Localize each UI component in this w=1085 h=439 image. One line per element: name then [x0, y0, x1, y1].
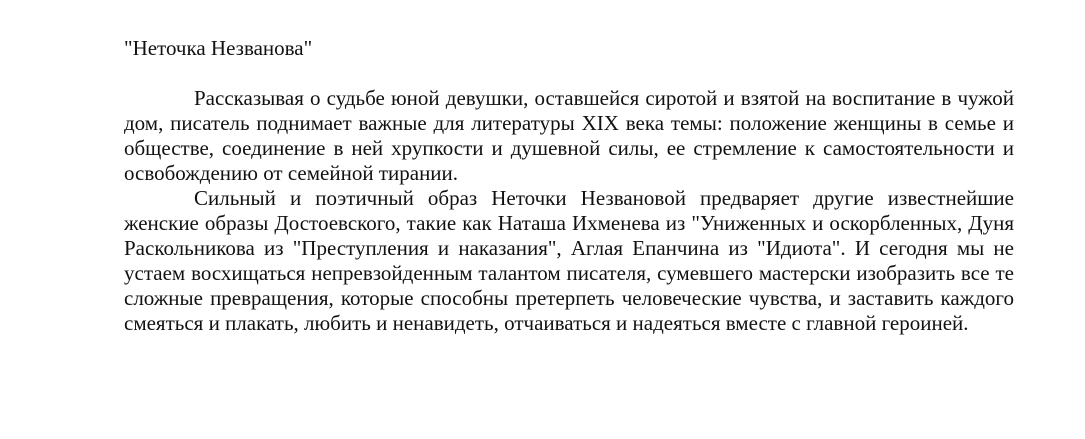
- paragraph-2: Сильный и поэтичный образ Неточки Незвановой предваряет другие известнейшие женские образы Достоевского, такие как Наташа Ихменева из "Униженных и оскорбленных, Дуня Раскольникова из "Преступления и наказания", Аглая Епанчина из "Идиота". И сегодня мы не устаем восхищаться непревзойденным талантом писателя, сумевшего мастерски изобразить все те сложные превращения, которые способны претерпеть человеческие чувства, и заставить каждого смеяться и плакать, любить и ненавидеть, отчаиваться и надеяться вместе с главной героиней.: [124, 186, 1014, 335]
- document-body: [124, 36, 1014, 336]
- paragraph-1: Рассказывая о судьбе юной девушки, оставшейся сиротой и взятой на воспитание в чужой дом, писатель поднимает важные для литературы XIX века темы: положение женщины в семье и обществе, соединение в ней хрупкости и душевной силы, ее стремление к самостоятельности и освобождению от семейной тирании.: [124, 86, 1014, 185]
- document-title: "Неточка Незванова": [124, 36, 313, 60]
